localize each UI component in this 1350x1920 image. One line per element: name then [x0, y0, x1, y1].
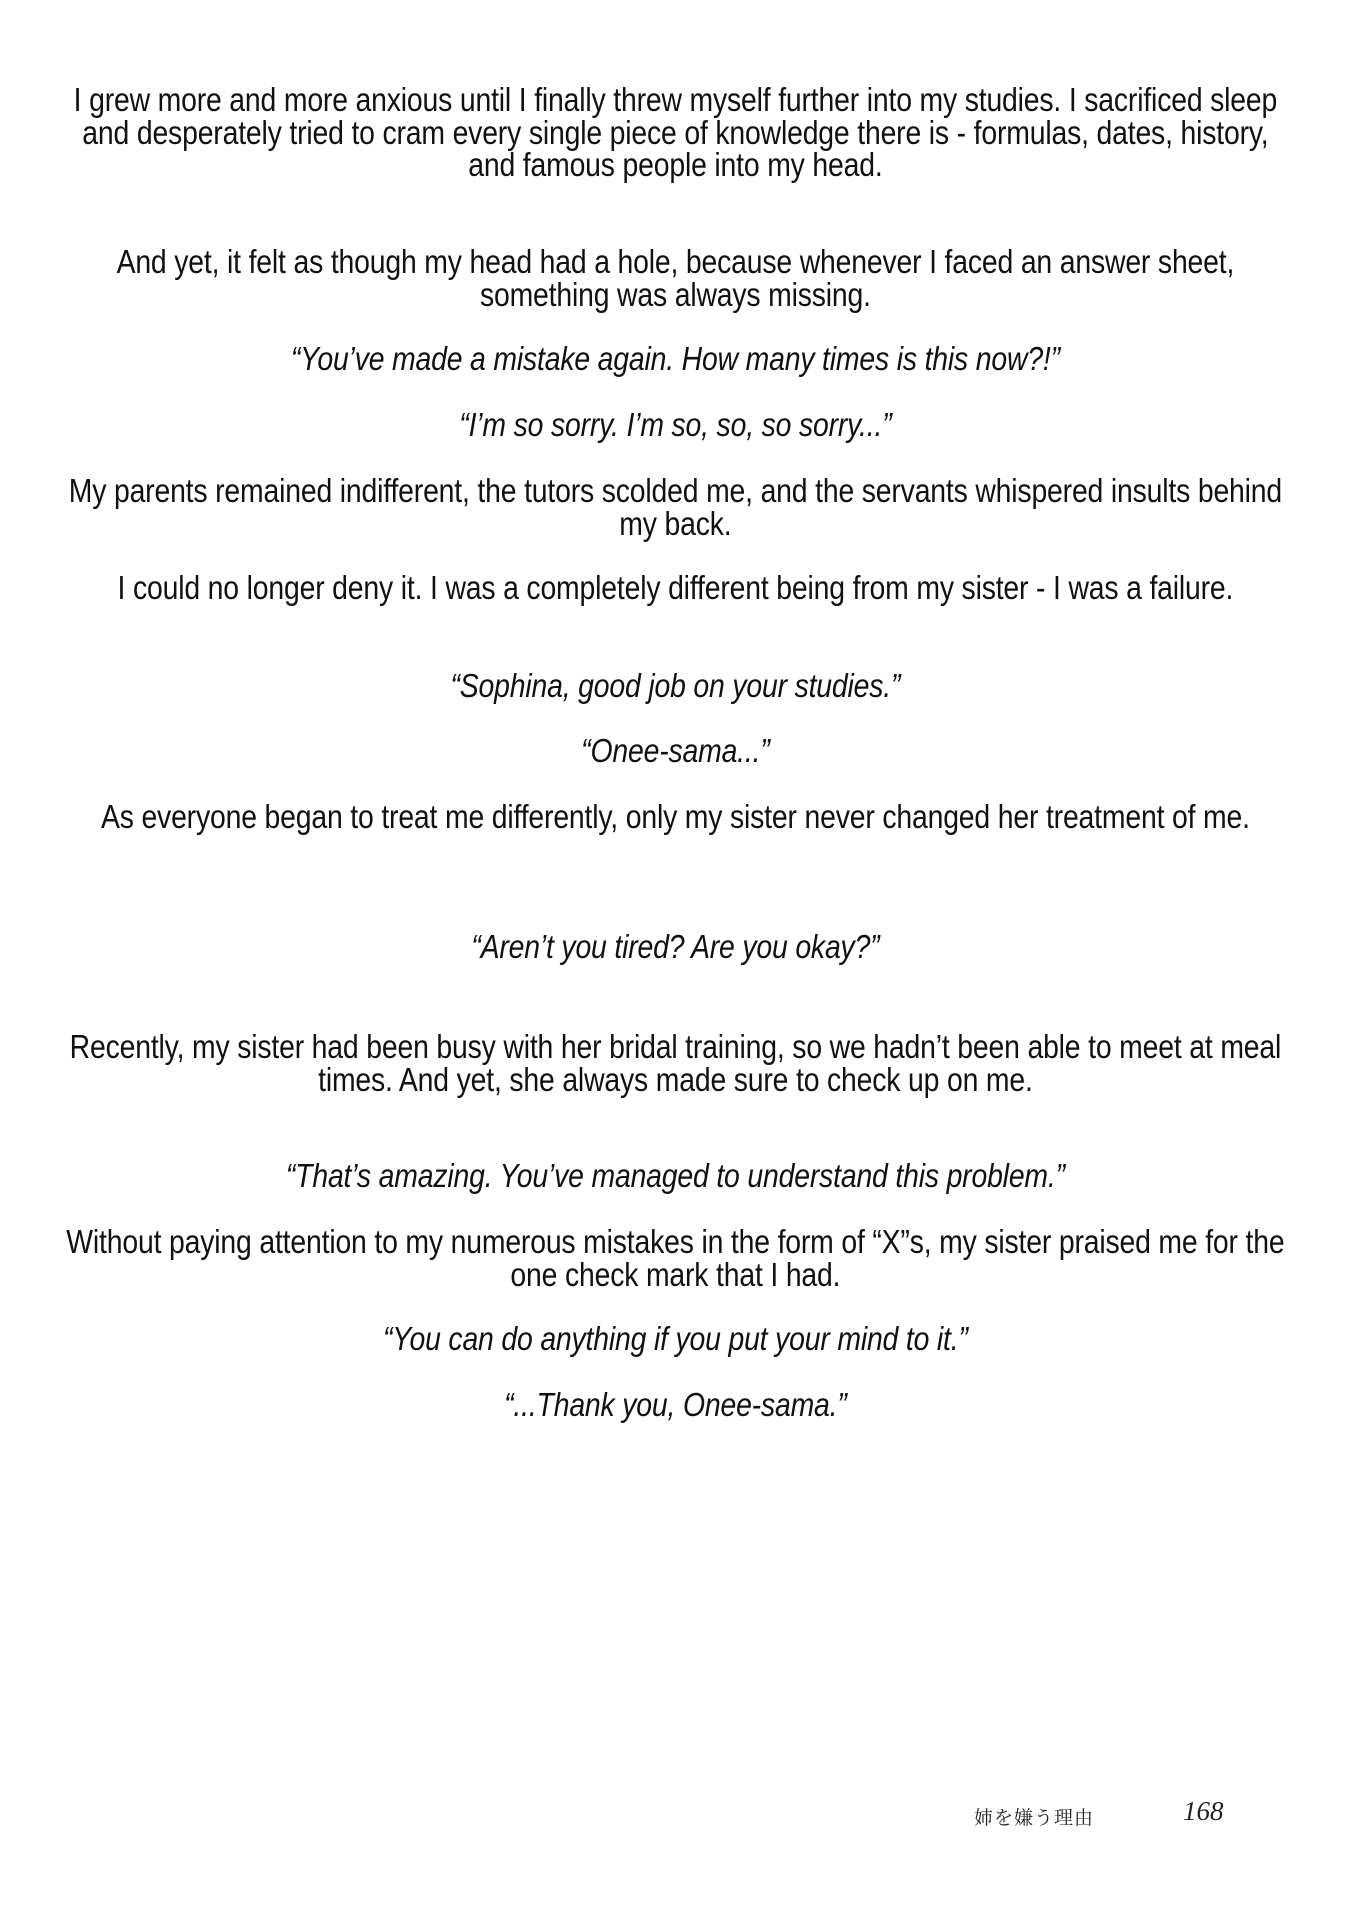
page-number: 168 — [1183, 1796, 1224, 1826]
paragraph-text: Without paying attention to my numerous mistakes in the form of “X”s, my sister praised me for the one check mark that I had. — [65, 1223, 1285, 1293]
dialogue-text: “...Thank you, Onee-sama.” — [503, 1386, 847, 1423]
dialogue-text: “You’ve made a mistake again. How many times is this now?!” — [290, 340, 1060, 377]
narration-paragraph — [60, 569, 1290, 606]
narration-paragraph — [60, 798, 1290, 835]
paragraph-text: As everyone began to treat me differently, only my sister never changed her treatment of me. — [100, 798, 1250, 835]
narration-paragraph — [60, 81, 1290, 183]
paragraph-text: Recently, my sister had been busy with her bridal training, so we hadn’t been able to meet at meal times. And yet, she always made sure to check up on me. — [69, 1028, 1281, 1098]
narration-paragraph — [60, 1223, 1290, 1293]
paragraph-text: And yet, it felt as though my head had a hole, because whenever I faced an answer sheet, something was always missing. — [116, 243, 1234, 313]
dialogue-line — [60, 667, 1290, 704]
dialogue-line — [60, 928, 1290, 965]
dialogue-line — [60, 406, 1290, 443]
narration-paragraph — [60, 472, 1290, 542]
paragraph-text: I grew more and more anxious until I finally threw myself further into my studies. I sacrificed sleep and desperately tried to cram every single piece of knowledge there is - formulas, dates, history, and famous people into my head. — [73, 81, 1277, 183]
dialogue-text: “Onee-sama...” — [580, 732, 770, 769]
dialogue-text: “I’m so sorry. I’m so, so, so sorry...” — [458, 406, 892, 443]
dialogue-text: “You can do anything if you put your mind to it.” — [382, 1320, 968, 1357]
paragraph-text: My parents remained indifferent, the tutors scolded me, and the servants whispered insults behind my back. — [68, 472, 1282, 542]
narration-paragraph — [60, 1028, 1290, 1098]
dialogue-line — [60, 1386, 1290, 1423]
dialogue-line — [60, 732, 1290, 769]
running-chapter-title: 姉を嫌う理由 — [974, 1807, 1095, 1829]
paragraph-text: I could no longer deny it. I was a completely different being from my sister - I was a failure. — [117, 569, 1233, 606]
dialogue-text: “That’s amazing. You’ve managed to understand this problem.” — [285, 1157, 1065, 1194]
dialogue-text: “Sophina, good job on your studies.” — [450, 667, 900, 704]
dialogue-line — [60, 1157, 1290, 1194]
narration-paragraph — [60, 243, 1290, 313]
dialogue-line — [60, 340, 1290, 377]
dialogue-line — [60, 1320, 1290, 1357]
dialogue-text: “Aren’t you tired? Are you okay?” — [470, 928, 880, 965]
